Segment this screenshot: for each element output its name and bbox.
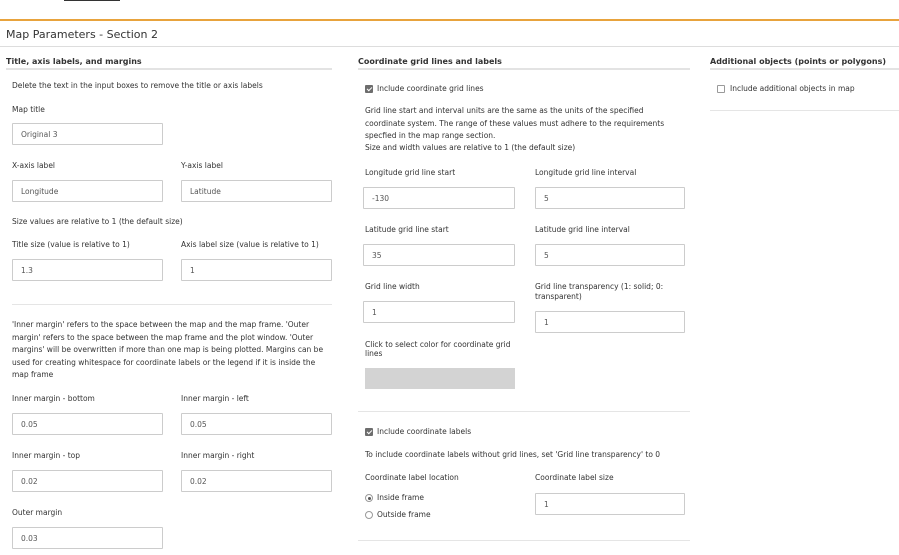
outside-frame-radio[interactable]	[365, 511, 373, 519]
grid-size-note: Size and width values are relative to 1 (the default size)	[365, 143, 576, 152]
transparency-input[interactable]	[535, 311, 685, 333]
include-objects-checkbox[interactable]	[717, 85, 725, 93]
include-objects-label: Include additional objects in map	[730, 84, 855, 93]
size-note: Size values are relative to 1 (the default size)	[12, 217, 183, 226]
right-section-heading: Additional objects (points or polygons)	[710, 57, 887, 66]
inner-left-input[interactable]	[181, 413, 332, 435]
x-axis-label-label: X-axis label	[12, 161, 56, 170]
active-tab-indicator	[64, 0, 120, 1]
lon-interval-input[interactable]	[535, 187, 685, 209]
title-size-input[interactable]	[12, 259, 163, 281]
labels-divider	[358, 411, 690, 412]
lat-interval-input[interactable]	[535, 244, 685, 266]
inner-right-label: Inner margin - right	[181, 451, 255, 460]
inner-top-input[interactable]	[12, 470, 163, 492]
title-size-label: Title size (value is relative to 1)	[12, 240, 130, 249]
right-heading-rule	[710, 68, 899, 70]
inside-frame-radio[interactable]	[365, 494, 373, 502]
lon-interval-label: Longitude grid line interval	[535, 168, 637, 177]
lat-interval-label: Latitude grid line interval	[535, 225, 630, 234]
delete-note: Delete the text in the input boxes to remove the title or axis labels	[12, 81, 263, 90]
inside-frame-label: Inside frame	[377, 493, 424, 502]
grid-note: Grid line start and interval units are the same as the units of the specified coordinate system. The range of these values must adhere to the requirements specfied in the map range section.	[365, 106, 665, 140]
header-divider	[0, 46, 899, 47]
labels-note: To include coordinate labels without grid lines, set 'Grid line transparency' to 0	[365, 450, 661, 459]
middle-bottom-divider	[358, 540, 690, 541]
page-title: Map Parameters - Section 2	[6, 28, 158, 41]
lon-start-input[interactable]	[363, 187, 515, 209]
transparency-label: Grid line transparency (1: solid; 0: transparent)	[535, 282, 664, 301]
inner-bottom-label: Inner margin - bottom	[12, 394, 95, 403]
line-width-label: Grid line width	[365, 282, 420, 291]
map-title-input[interactable]	[12, 123, 163, 145]
margin-divider	[12, 304, 332, 305]
grid-color-label: Click to select color for coordinate grid lines	[365, 340, 511, 358]
label-size-input[interactable]	[535, 493, 685, 515]
y-axis-label-input[interactable]	[181, 180, 332, 202]
outer-margin-input[interactable]	[12, 527, 163, 549]
right-divider	[710, 110, 899, 111]
left-heading-rule	[6, 68, 332, 70]
middle-section-heading: Coordinate grid lines and labels	[358, 57, 502, 66]
include-grid-lines-checkbox[interactable]	[365, 85, 373, 93]
inner-bottom-input[interactable]	[12, 413, 163, 435]
inner-left-label: Inner margin - left	[181, 394, 249, 403]
lat-start-input[interactable]	[363, 244, 515, 266]
outside-frame-label: Outside frame	[377, 510, 431, 519]
include-labels-label: Include coordinate labels	[377, 427, 472, 436]
axis-label-size-input[interactable]	[181, 259, 332, 281]
map-title-label: Map title	[12, 105, 45, 114]
axis-label-size-label: Axis label size (value is relative to 1)	[181, 240, 319, 249]
inner-top-label: Inner margin - top	[12, 451, 81, 460]
y-axis-label-label: Y-axis label	[181, 161, 223, 170]
include-grid-lines-label: Include coordinate grid lines	[377, 84, 484, 93]
middle-heading-rule	[358, 68, 690, 70]
lon-start-label: Longitude grid line start	[365, 168, 456, 177]
outer-margin-label: Outer margin	[12, 508, 63, 517]
label-size-label: Coordinate label size	[535, 473, 614, 482]
label-location-label: Coordinate label location	[365, 473, 459, 482]
lat-start-label: Latitude grid line start	[365, 225, 449, 234]
left-section-heading: Title, axis labels, and margins	[6, 57, 142, 66]
line-width-input[interactable]	[363, 301, 515, 323]
accent-divider	[0, 19, 899, 21]
include-labels-checkbox[interactable]	[365, 428, 373, 436]
x-axis-label-input[interactable]	[12, 180, 163, 202]
inner-right-input[interactable]	[181, 470, 332, 492]
grid-color-swatch[interactable]	[365, 368, 515, 389]
margin-note: 'Inner margin' refers to the space between the map and the map frame. 'Outer margin' refers to the space between the map frame and the plot window. 'Outer margins' will be overwritten if more than one map is being plotted. Margins can be used for creating whitespace for coordinate labels or the legend if it is inside the map frame	[12, 320, 324, 379]
